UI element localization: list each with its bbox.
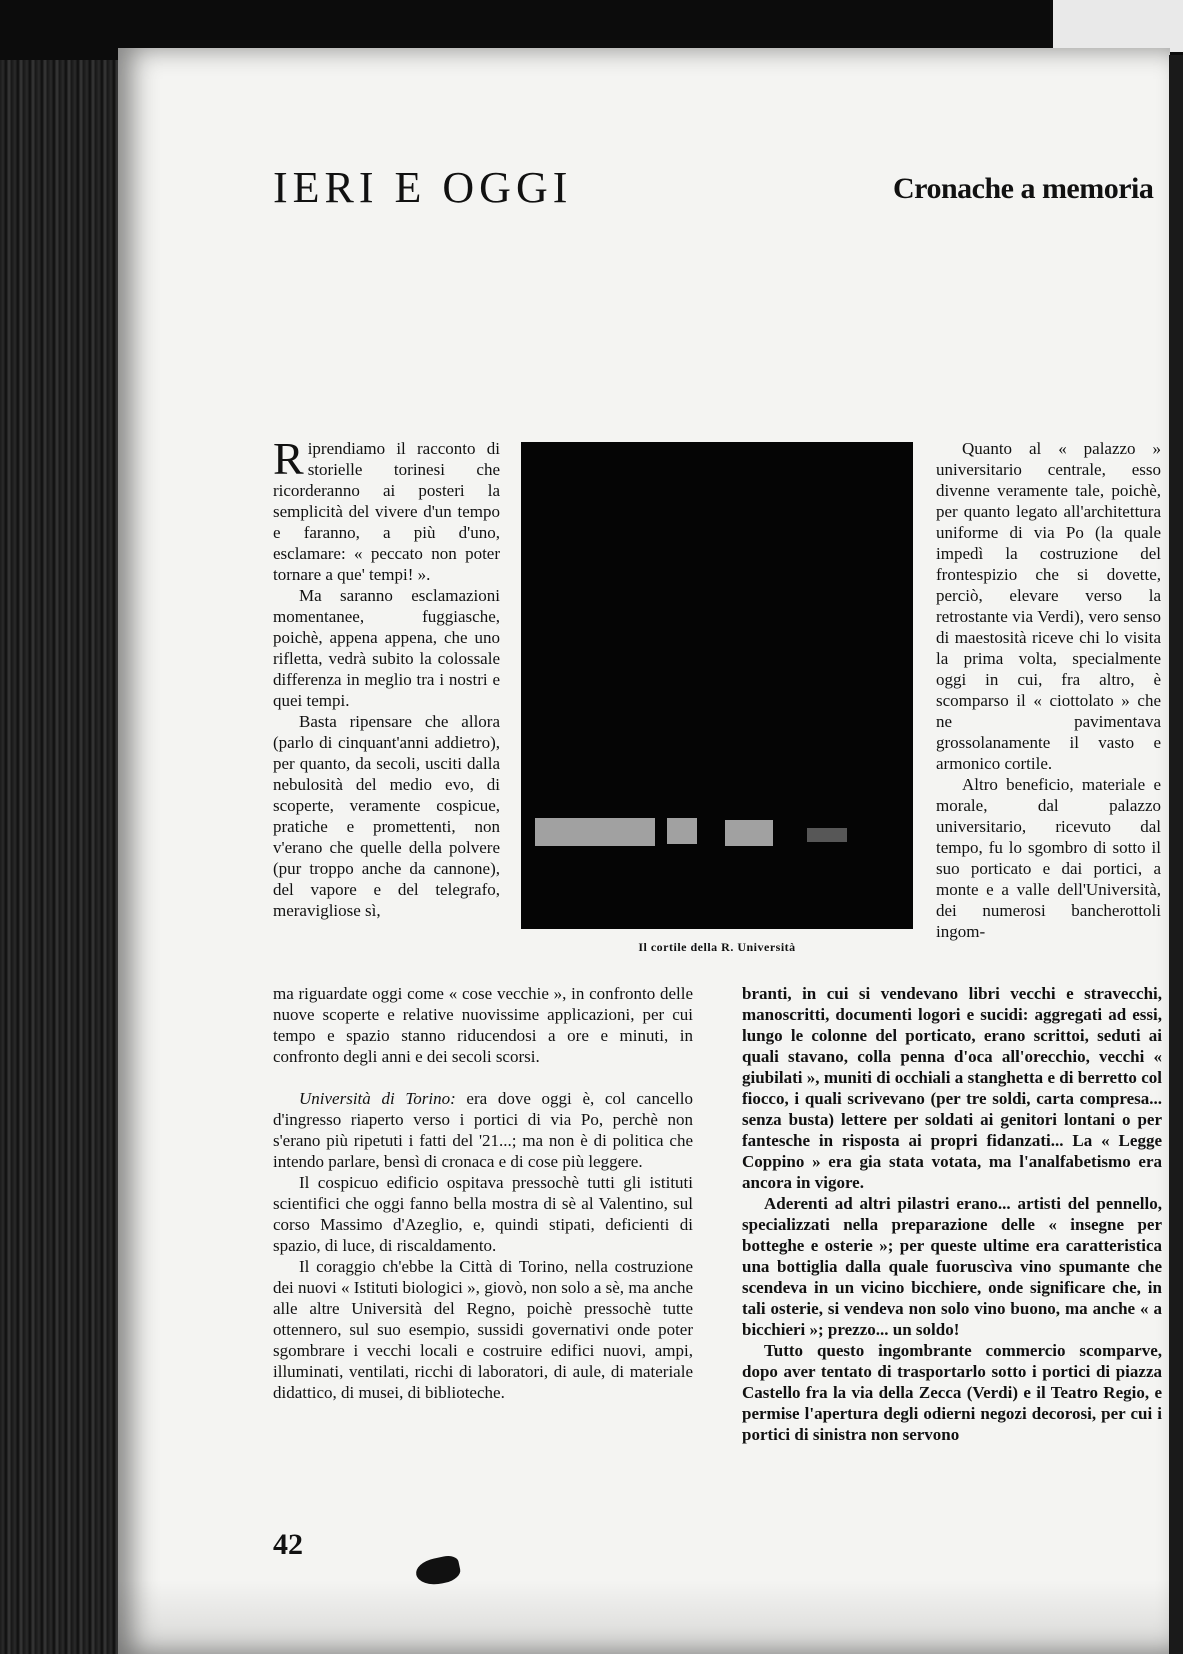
photo-highlight [535,818,655,846]
scan-corner [1053,0,1183,52]
paragraph-continuation: branti, in cui si vendevano libri vecchi e stravecchi, manoscritti, documenti logori e sucidi: aggregati ad essi, lungo le colonne del porticato, erano scrittoi, seduti ai quali stavano, colla penna d'oca all'orecchio, vecchi « giubilati », muniti di occhiali a stanghetta e di berretto col fiocco, i quali scrivevano (per tre soldi, carta compresa... senza busta) lettere per soldati ai genitori lontani o per fantesche in risposta ai propri fidanzati... La « Legge Coppino » era gia stata votata, ma l'analfabetismo era ancora in vigore. [742,984,1162,1192]
book-spine [0,60,128,1654]
courtyard-photo [521,442,913,929]
university-paragraph: Università di Torino: era dove oggi è, col cancello d'ingresso riaperto verso i portici di via Po, perchè non s'erano più ripetuti i fatti del '21...; ma non è di politica che intendo parlare, bensì di cronaca e di cose più leggere. [273,1089,693,1171]
paragraph: Quanto al « palazzo » universitario centrale, esso divenne veramente tale, poichè, per quanto legato all'architettura uniforme di via Po (la quale impedì la costruzione del frontespizio che si dovette, perciò, elevare verso la retrostante via Verdi), vero senso di maestosità riceve chi lo visita la prima volta, specialmente oggi in cui, fra altro, è scomparso il « ciottolato » che ne pavimentava grossolanamente il vasto e armonico cortile. [936,439,1161,773]
photo-highlight [807,828,847,842]
scan-right-border [1169,55,1183,1654]
section-title: IERI E OGGI [273,163,573,212]
paragraph-continuation: ma riguardate oggi come « cose vecchie », in confronto delle nuove scoperte e relative nuovissime applicazioni, per cui tempo e spazio stanno riducendosi a ore e minuti, in confronto degli anni e dei secoli scorsi. [273,984,693,1066]
left-column [273,433,500,921]
photo-highlight [667,818,697,844]
photo-highlight [725,820,773,846]
bottom-left-column [273,983,693,1403]
photo-caption: Il cortile della R. Università [638,940,796,954]
page-shadow [118,1580,1170,1654]
section-subtitle: Cronache a memoria [893,172,1154,205]
paragraph: Basta ripensare che allora (parlo di cinquant'anni addietro), per quanto, da secoli, usciti dalla nebulosità del medio evo, di scoperte, veramente cospicue, pratiche e promettenti, non v'erano che quelle della polvere (pur troppo anche da cannone), del vapore e del telegrafo, meravigliose sì, [273,712,500,920]
right-column [936,438,1161,942]
paragraph: Il cospicuo edificio ospitava pressochè tutti gli istituti scientifici che oggi fanno bella mostra di sè al Valentino, sul corso Massimo d'Azeglio, e, quindi stipati, deficienti di spazio, di luce, di riscaldamento. [273,1173,693,1255]
drop-cap: R [273,433,304,484]
page-number: 42 [273,1528,303,1561]
paragraph: Il coraggio ch'ebbe la Città di Torino, nella costruzione dei nuovi « Istituti biologici », giovò, non solo a sè, ma anche alle altre Università del Regno, poichè pressochè tutte ottennero, sul suo esempio, sussidi governativi onde poter sgombrare i vecchi locali e costruire edifici nuovi, ampi, illuminati, ventilati, ricchi di laboratori, di aule, di materiale didattico, di musei, di biblioteche. [273,1257,693,1402]
section-heading: Università di Torino: [299,1089,456,1108]
paragraph: Ma saranno esclamazioni momentanee, fuggiasche, poichè, appena appena, che uno rifletta, vedrà subito la colossale differenza in meglio tra i nostri e quei tempi. [273,586,500,710]
paragraph: Aderenti ad altri pilastri erano... artisti del pennello, specializzati nella preparazione delle « insegne per botteghe e osterie »; per queste ultime era caratteristica una bottiglia dalla quale fuoruscìva vino spumante che scendeva in un vicino bicchiere, onde significare che, in tali osterie, si vendeva non solo vino buono, ma anche « a bicchieri »; prezzo... un soldo! [742,1194,1162,1339]
bottom-right-column [742,983,1162,1445]
paragraph: Altro beneficio, materiale e morale, dal palazzo universitario, ricevuto dal tempo, fu lo sgombro di sotto il suo porticato e dai portici, a monte e a valle dell'Università, dei numerosi bancherottoli ingom- [936,775,1161,941]
paragraph: Tutto questo ingombrante commercio scomparve, dopo aver tentato di trasportarlo sotto i portici di piazza Castello fra la via della Zecca (Verdi) e il Teatro Regio, e permise l'apertura degli odierni negozi decorosi, per cui i portici di sinistra non servono [742,1341,1162,1444]
intro-paragraph: Riprendiamo il racconto di storielle torinesi che ricorderanno ai posteri la semplicità del vivere d'un tempo e faranno, a più d'uno, esclamare: « peccato non poter tornare a que' tempi! ». [273,433,500,584]
